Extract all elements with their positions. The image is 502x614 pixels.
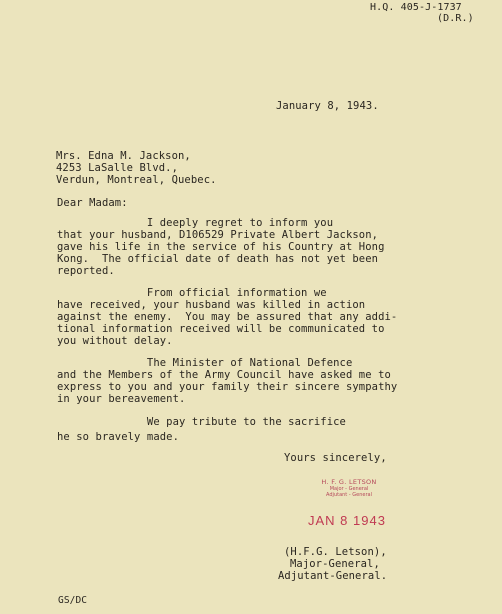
- paragraph-4-line: We pay tribute to the sacrifice: [57, 416, 346, 428]
- stamp-name: H. F. G. LETSON: [321, 478, 377, 486]
- stamp-title-2: Adjutant - General: [326, 492, 372, 498]
- file-reference-code: (D.R.): [437, 13, 474, 24]
- paragraph-2-line: you without delay.: [57, 335, 173, 347]
- paragraph-2-line: From official information we: [57, 287, 327, 299]
- typist-initials: GS/DC: [58, 595, 88, 606]
- letter-date: January 8, 1943.: [276, 100, 379, 112]
- file-reference-number: H.Q. 405-J-1737: [370, 2, 462, 13]
- recipient-street: 4253 LaSalle Blvd.,: [56, 162, 179, 174]
- closing: Yours sincerely,: [284, 452, 387, 464]
- signature-name: (H.F.G. Letson),: [284, 546, 387, 558]
- paragraph-1-line: I deeply regret to inform you: [57, 217, 334, 229]
- paragraph-2-line: tional information received will be communicated to: [57, 323, 385, 335]
- paragraph-3-line: in your bereavement.: [57, 393, 186, 405]
- signature-stamp: [310, 478, 388, 498]
- recipient-name: Mrs. Edna M. Jackson,: [56, 150, 191, 162]
- paragraph-1-line: reported.: [57, 265, 115, 277]
- salutation: Dear Madam:: [57, 197, 128, 209]
- received-date-stamp: JAN 8 1943: [308, 513, 386, 528]
- paragraph-1-line: Kong. The official date of death has not yet been: [57, 253, 379, 265]
- signature-rank: Major-General,: [290, 558, 380, 570]
- stamp-title-1: Major - General: [329, 486, 369, 492]
- paragraph-4-line: he so bravely made.: [57, 431, 180, 443]
- paragraph-3-line: The Minister of National Defence: [57, 357, 353, 369]
- paragraph-3-line: and the Members of the Army Council have asked me to: [57, 369, 391, 381]
- paragraph-3-line: express to you and your family their sincere sympathy: [57, 381, 398, 393]
- paragraph-1-line: that your husband, D106529 Private Albert Jackson,: [57, 229, 379, 241]
- paragraph-2-line: against the enemy. You may be assured that any addi-: [57, 311, 398, 323]
- signature-title: Adjutant-General.: [278, 570, 388, 582]
- recipient-city: Verdun, Montreal, Quebec.: [56, 174, 217, 186]
- paragraph-2-line: have received, your husband was killed in action: [57, 299, 366, 311]
- paragraph-1-line: gave his life in the service of his Country at Hong: [57, 241, 385, 253]
